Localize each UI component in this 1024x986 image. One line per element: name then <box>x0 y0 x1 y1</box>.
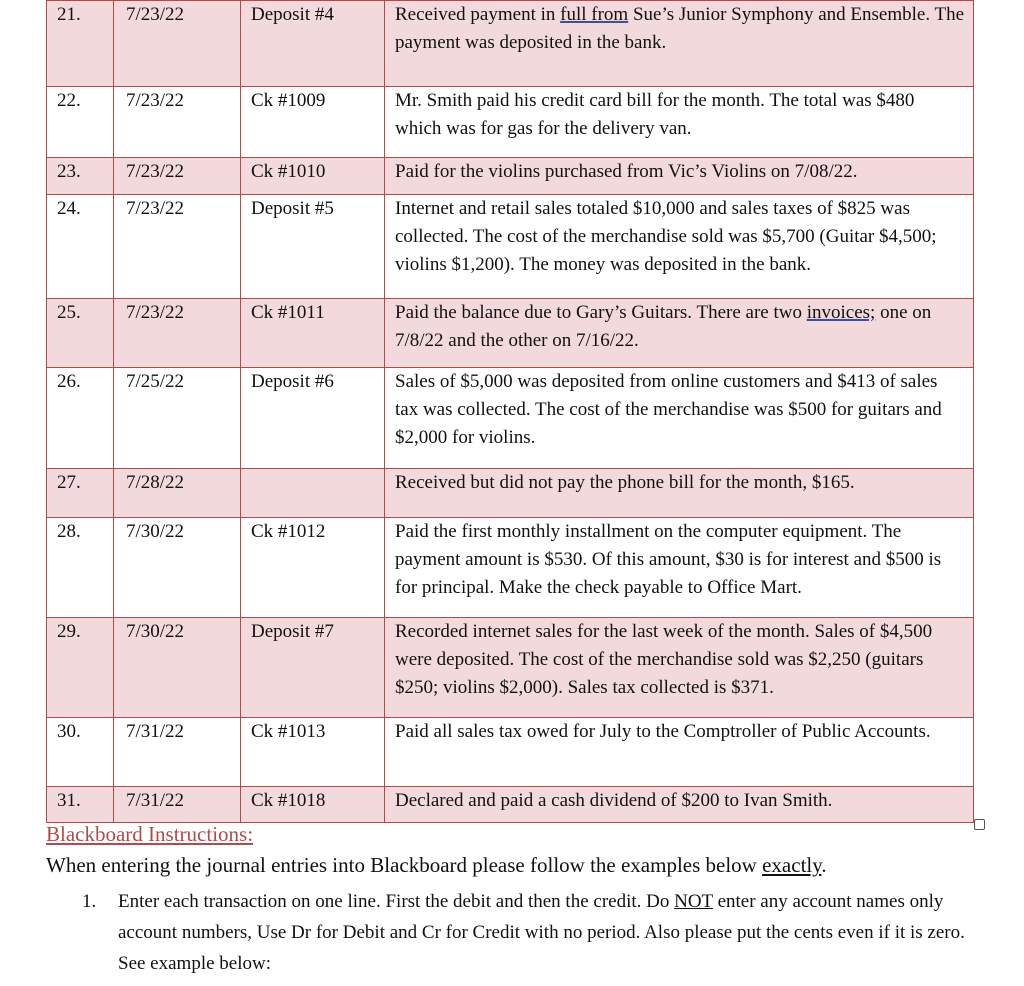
transaction-description <box>385 195 974 299</box>
transaction-date: 7/23/22 <box>114 87 241 158</box>
transaction-description <box>385 718 974 787</box>
transaction-reference: Deposit #7 <box>241 618 385 718</box>
description-underlined: full from <box>560 4 629 25</box>
transaction-date: 7/31/22 <box>114 718 241 787</box>
description-text: Received but did not pay the phone bill for the month, $165. <box>395 472 855 493</box>
step-number: 1. <box>82 891 97 912</box>
transaction-number: 30. <box>47 718 114 787</box>
instructions-intro <box>46 853 827 878</box>
transaction-row <box>47 299 974 368</box>
transaction-date: 7/30/22 <box>114 618 241 718</box>
transaction-number: 24. <box>47 195 114 299</box>
transaction-row <box>47 87 974 158</box>
description-text-end: Sue’s Junior Symphony and Ensemble. The payment was deposited in the bank. <box>395 4 965 53</box>
transaction-reference: Ck #1012 <box>241 518 385 618</box>
transaction-number: 27. <box>47 469 114 518</box>
transaction-date: 7/23/22 <box>114 299 241 368</box>
transaction-date: 7/23/22 <box>114 195 241 299</box>
transaction-date: 7/25/22 <box>114 368 241 469</box>
step-text-end: enter any account names only account numbers, Use Dr for Debit and Cr for Credit with no period. Also please put the cents even if it is zero. See example below: <box>118 891 965 974</box>
transaction-reference: Ck #1010 <box>241 158 385 195</box>
step-text-start: Enter each transaction on one line. First the debit and then the credit. Do <box>118 891 675 912</box>
instruction-step-1 <box>82 886 982 979</box>
description-text: Recorded internet sales for the last week of the month. Sales of $4,500 were deposited. The cost of the merchandise sold was $2,250 (guitars $250; violins $2,000). Sales tax collected is $371. <box>395 621 933 698</box>
transaction-reference <box>241 469 385 518</box>
description-underlined: invoices; <box>806 302 876 323</box>
transaction-description <box>385 158 974 195</box>
transaction-row <box>47 718 974 787</box>
blackboard-instructions-heading: Blackboard Instructions: <box>46 822 254 846</box>
transaction-description <box>385 787 974 823</box>
transaction-date: 7/28/22 <box>114 469 241 518</box>
step-emphasis: NOT <box>674 891 713 912</box>
transaction-row <box>47 158 974 195</box>
transaction-description <box>385 299 974 368</box>
transaction-reference: Deposit #6 <box>241 368 385 469</box>
transaction-reference: Ck #1013 <box>241 718 385 787</box>
transaction-description <box>385 87 974 158</box>
transaction-reference: Deposit #4 <box>241 1 385 87</box>
transaction-description <box>385 469 974 518</box>
intro-text: When entering the journal entries into Blackboard please follow the examples below <box>46 853 763 877</box>
table-resize-handle[interactable] <box>974 819 985 830</box>
transaction-row <box>47 787 974 823</box>
transaction-number: 21. <box>47 1 114 87</box>
description-text: Paid the first monthly installment on the computer equipment. The payment amount is $530. Of this amount, $30 is for interest and $500 is for principal. Make the check payable to Office Mart. <box>395 521 942 598</box>
transaction-row <box>47 518 974 618</box>
description-text: Paid for the violins purchased from Vic’s Violins on 7/08/22. <box>395 161 858 182</box>
transaction-number: 31. <box>47 787 114 823</box>
step-text <box>118 886 982 979</box>
description-text: Sales of $5,000 was deposited from online customers and $413 of sales tax was collected. The cost of the merchandise was $500 for guitars and $2,000 for violins. <box>395 371 942 448</box>
transaction-description <box>385 1 974 87</box>
transaction-number: 29. <box>47 618 114 718</box>
transaction-number: 23. <box>47 158 114 195</box>
transaction-reference: Deposit #5 <box>241 195 385 299</box>
transaction-description <box>385 618 974 718</box>
description-text: Received payment in <box>395 4 561 25</box>
description-text-end: one on 7/8/22 and the other on 7/16/22. <box>395 302 932 351</box>
transaction-description <box>385 518 974 618</box>
transaction-date: 7/31/22 <box>114 787 241 823</box>
transaction-number: 22. <box>47 87 114 158</box>
transaction-date: 7/23/22 <box>114 158 241 195</box>
transaction-row <box>47 195 974 299</box>
transactions-table <box>46 0 974 823</box>
transaction-row <box>47 1 974 87</box>
description-text: Paid all sales tax owed for July to the Comptroller of Public Accounts. <box>395 721 931 742</box>
description-text: Internet and retail sales totaled $10,000 and sales taxes of $825 was collected. The cost of the merchandise sold was $5,700 (Guitar $4,500; violins $1,200). The money was deposited in the bank. <box>395 198 937 275</box>
transaction-reference: Ck #1011 <box>241 299 385 368</box>
transaction-description <box>385 368 974 469</box>
description-text: Paid the balance due to Gary’s Guitars. There are two <box>395 302 807 323</box>
intro-end: . <box>821 853 827 877</box>
transaction-date: 7/30/22 <box>114 518 241 618</box>
transaction-row <box>47 618 974 718</box>
intro-emphasis: exactly <box>762 853 822 877</box>
transaction-reference: Ck #1009 <box>241 87 385 158</box>
transaction-number: 28. <box>47 518 114 618</box>
transaction-number: 25. <box>47 299 114 368</box>
description-text: Declared and paid a cash dividend of $200 to Ivan Smith. <box>395 790 833 811</box>
description-text: Mr. Smith paid his credit card bill for the month. The total was $480 which was for gas for the delivery van. <box>395 90 915 139</box>
transaction-row <box>47 469 974 518</box>
transaction-reference: Ck #1018 <box>241 787 385 823</box>
transaction-number: 26. <box>47 368 114 469</box>
transaction-row <box>47 368 974 469</box>
transaction-date: 7/23/22 <box>114 1 241 87</box>
